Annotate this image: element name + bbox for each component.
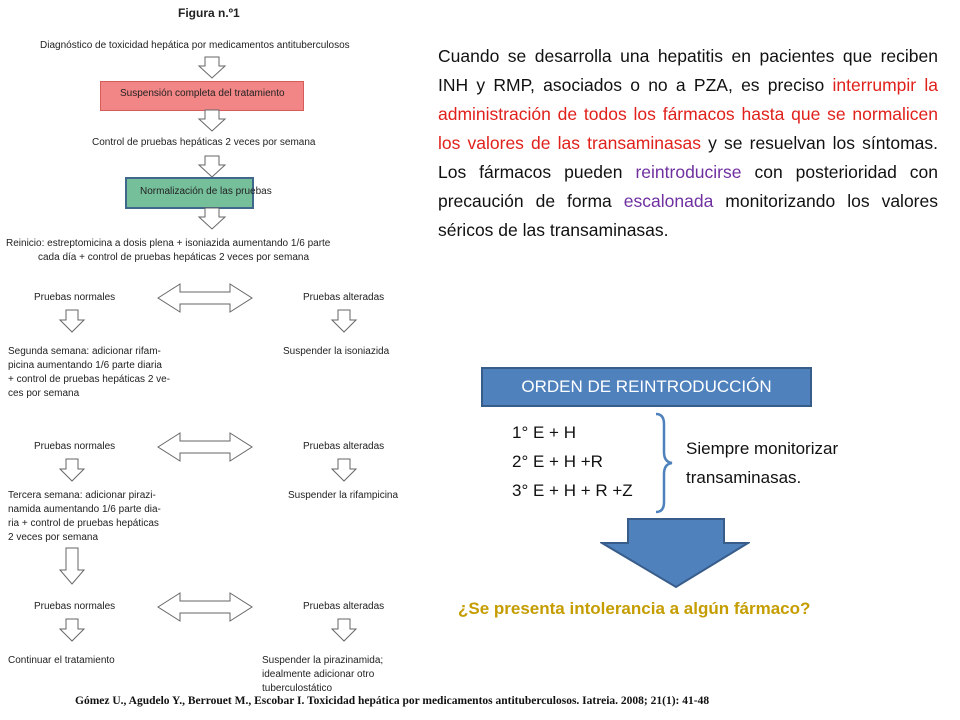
flow-normal-2: Pruebas normales xyxy=(34,441,116,452)
big-down-arrow-icon xyxy=(600,517,750,589)
flow-week2-line4: ces por semana xyxy=(8,388,80,399)
paragraph-highlight-red: interrumpir la administración de todos los fármacos hasta que se normalicen los valores de las transaminasas xyxy=(438,75,938,153)
flow-step-diagnosis: Diagnóstico de toxicidad hepática por medicamentos antituberculosos xyxy=(40,40,350,51)
citation: Gómez U., Agudelo Y., Berrouet M., Escobar I. Toxicidad hepática por medicamentos antituberculosos. Iatreia. 2008; 21(1): 41-48 xyxy=(75,695,710,707)
paragraph-text-1: Cuando se desarrolla una hepatitis en pacientes que reciben INH y RMP, asociados o no a PZA, es preciso xyxy=(438,46,938,95)
paragraph-text-2: y se resuelvan los síntomas. Los fármacos pueden xyxy=(438,133,938,182)
flow-step-suspension: Suspensión completa del tratamiento xyxy=(120,88,285,99)
down-arrow-icon xyxy=(60,310,84,332)
flow-normal-3: Pruebas normales xyxy=(34,601,116,612)
down-arrow-icon xyxy=(60,459,84,481)
flow-continue: Continuar el tratamiento xyxy=(8,655,115,666)
double-arrow-icon xyxy=(158,593,252,621)
flow-week3-line1: Tercera semana: adicionar pirazi- xyxy=(8,490,156,501)
flow-suspend-pza-line2: idealmente adicionar otro xyxy=(262,669,375,680)
orden-item-3: 3° E + H + R +Z xyxy=(512,481,633,500)
down-arrow-icon xyxy=(199,110,225,131)
paragraph-highlight-purple-1: reintroducirse xyxy=(635,162,742,182)
flow-step-normalization: Normalización de las pruebas xyxy=(140,186,272,197)
down-arrow-icon xyxy=(199,208,225,229)
flow-step-control: Control de pruebas hepáticas 2 veces por semana xyxy=(92,137,316,148)
flow-week2-line1: Segunda semana: adicionar rifam- xyxy=(8,346,161,357)
down-arrow-icon xyxy=(199,57,225,78)
flow-week3-line3: ria + control de pruebas hepáticas xyxy=(8,518,159,529)
orden-item-2: 2° E + H +R xyxy=(512,452,603,471)
flow-normal-1: Pruebas normales xyxy=(34,292,116,303)
flow-suspend-rif: Suspender la rifampicina xyxy=(288,490,399,501)
paragraph-text-4: monitorizando los valores séricos de las transaminasas. xyxy=(438,191,938,240)
monitor-line-1: Siempre monitorizar xyxy=(686,439,839,458)
question-text: ¿Se presenta intolerancia a algún fármaco? xyxy=(458,599,811,618)
paragraph-text-3: con posterioridad con precaución de forma xyxy=(438,162,938,211)
down-arrow-icon xyxy=(332,459,356,481)
flow-step-restart-line1: Reinicio: estreptomicina a dosis plena + isoniazida aumentando 1/6 parte xyxy=(6,238,331,249)
flow-suspend-pza-line3: tuberculostático xyxy=(262,683,333,694)
paragraph-highlight-purple-2: escalonada xyxy=(623,191,714,211)
flow-week2-line3: + control de pruebas hepáticas 2 ve- xyxy=(8,374,171,385)
orden-title-box: ORDEN DE REINTRODUCCIÓN xyxy=(481,367,812,407)
flow-week3-line2: namida aumentando 1/6 parte dia- xyxy=(8,504,161,515)
flowchart-arrows xyxy=(0,0,430,700)
flow-altered-2: Pruebas alteradas xyxy=(303,441,385,452)
orden-item-1: 1° E + H xyxy=(512,423,576,442)
flow-suspend-pza-line1: Suspender la pirazinamida; xyxy=(262,655,384,666)
flow-week2-line2: picina aumentando 1/6 parte diaria xyxy=(8,360,162,371)
down-arrow-icon xyxy=(60,619,84,641)
orden-list xyxy=(512,418,633,505)
down-arrow-icon xyxy=(332,310,356,332)
monitor-note xyxy=(686,434,838,492)
flow-altered-3: Pruebas alteradas xyxy=(303,601,385,612)
down-arrow-icon xyxy=(60,548,84,584)
right-brace-icon xyxy=(648,410,678,516)
flow-altered-1: Pruebas alteradas xyxy=(303,292,385,303)
down-arrow-icon xyxy=(199,156,225,177)
monitor-line-2: transaminasas. xyxy=(686,468,802,487)
flow-week3-line4: 2 veces por semana xyxy=(8,532,99,543)
down-arrow-icon xyxy=(332,619,356,641)
figure-title: Figura n.º1 xyxy=(178,6,240,20)
flow-step-restart-line2: cada día + control de pruebas hepáticas 2 veces por semana xyxy=(38,252,310,263)
double-arrow-icon xyxy=(158,284,252,312)
explanation-paragraph xyxy=(438,42,938,245)
flow-suspend-inh: Suspender la isoniazida xyxy=(283,346,390,357)
double-arrow-icon xyxy=(158,433,252,461)
